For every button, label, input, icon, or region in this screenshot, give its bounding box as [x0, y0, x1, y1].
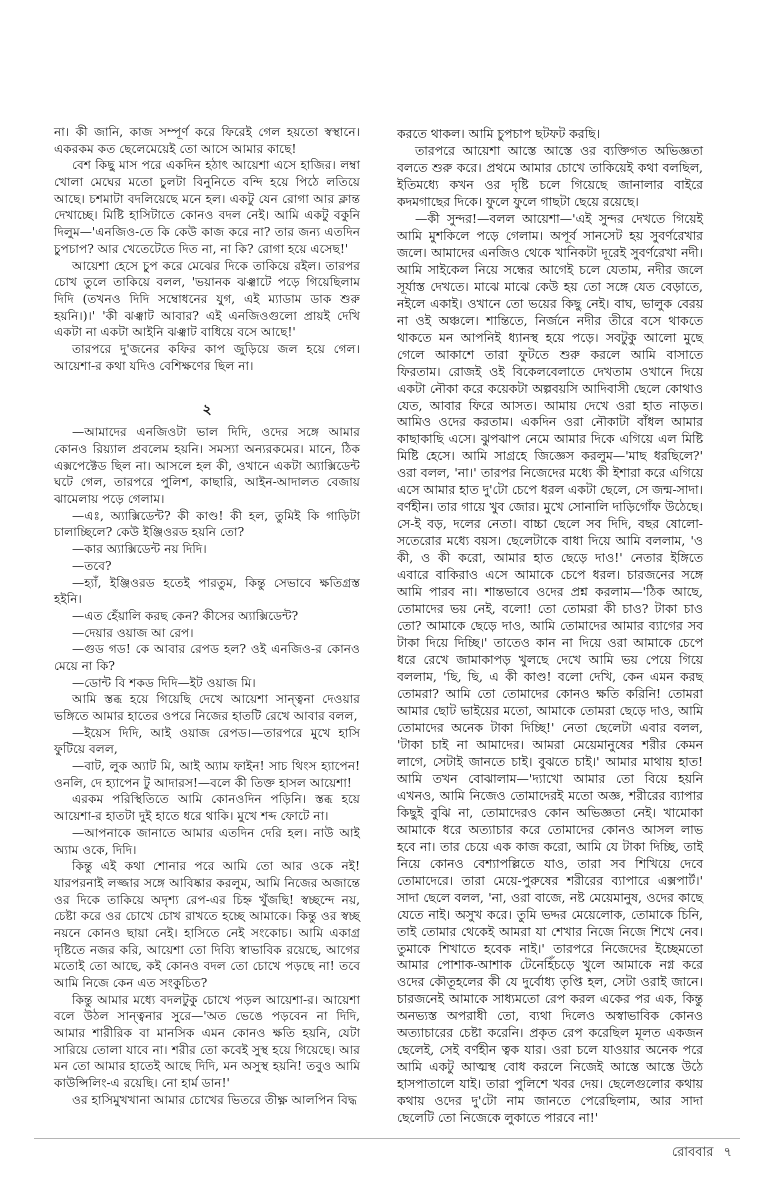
paragraph: বেশ কিছু মাস পরে একদিন হঠাৎ আয়েশা এসে হাজির। লম্বা খোলা মেঘের মতো চুলটা বিনুনিতে বন্দি হয়ে পিঠে লতিয়ে আছে। চশমাটা বদলিয়েছে মনে হল। একটু যেন রোগা আর ক্লান্ত দেখাচ্ছে। মিষ্টি হাসিটাতে কোনও বদল নেই। আমি একটু বকুনি দিলুম—'এনজিও-তে কি কেউ কাজ করে না? তার জন্য এতদিন চুপচাপ? আর খেতেটেতে দিত না, না কি? রোগা হয়ে এসেছ!' [54, 158, 360, 256]
paragraph: করতে থাকল। আমি চুপচাপ ছটফট করছি। [397, 126, 601, 141]
left-column [54, 124, 360, 1109]
paragraph: —ইয়েস দিদি, আই ওয়াজ রেপড।—তারপরে মুখে হাসি ফুটিয়ে বলল, [54, 725, 360, 757]
paragraph: এরকম পরিস্থিতিতে আমি কোনওদিন পড়িনি। স্তব্ধ হয়ে আয়েশা-র হাতটা দুই হাতে ধরে থাকি। মুখে শব্দ ফোটে না। [54, 792, 360, 824]
paragraph: —এঃ, অ্যাক্সিডেন্ট? কী কাণ্ড! কী হল, তুমিই কি গাড়িটা চালাচ্ছিলে? কেউ ইঞ্জিওরড হয়নি তো? [54, 508, 360, 540]
paragraph: কিন্তু এই কথা শোনার পরে আমি তো আর ওকে নই! যারপরনাই লজ্জার সঙ্গে আবিষ্কার করলুম, আমি নিজের অজান্তে ওর দিকে তাকিয়ে অদৃশ্য রেপ-এর চিহ্ন খুঁজছি! স্বচ্ছন্দে নয়, চেষ্টা করে ওর চোখে চোখ রাখতে হচ্ছে আমাকে। কিন্তু ওর স্বচ্ছ নয়নে কোনও ছায়া নেই। হাসিতে নেই সংকোচ। আমি একাগ্র দৃষ্টিতে নজর করি, আয়েশা তো দিব্যি স্বাভাবিক রয়েছে, আগের মতোই তো আছে, কই কোনও বদল তো চোখে পড়ছে না! তবে আমি নিজে কেন এত সংকুচিত? [54, 859, 360, 990]
paragraph: —বাট, লুক অ্যাট মি, আই অ্যাম ফাইন! সাচ থিংস হ্যাপেন! ওনলি, দে হ্যাপেন টু আদারস!—বলে কী তিক্ত হাসল আয়েশা! [54, 759, 360, 790]
paragraph: —গুড গড! কে আবার রেপড হল? ওই এনজিও-র কোনও মেয়ে না কি? [54, 642, 360, 673]
paragraph: —এত হেঁয়ালি করছ কেন? কীসের অ্যাক্সিডেন্ট? [72, 608, 299, 623]
paragraph: ওর হাসিমুখখানা আমার চোখের ভিতরে তীক্ষ্ণ আলপিন বিদ্ধ [72, 1092, 357, 1107]
paragraph: —আমাদের এনজিওটা ভাল দিদি, ওদের সঙ্গে আমার কোনও রিয়্যাল প্রবলেম হয়নি। সমস্যা অন্যরকমের। মানে, ঠিক এক্সপেক্টেড ছিল না। আসলে হল কী, ওখানে একটা অ্যাক্সিডেন্ট ঘটে গেল, তারপরে পুলিশ, কাছারি, আইন-আদালত বেজায় ঝামেলায় পড়ে গেলাম। [54, 425, 360, 507]
paragraph: তারপরে দু'জনের কফির কাপ জুড়িয়ে জল হয়ে গেল। আয়েশা-র কথা যদিও বেশিক্ষণের ছিল না। [54, 341, 360, 373]
paragraph: না। কী জানি, কাজ সম্পূর্ণ করে ফিরেই গেল হয়তো স্বস্থানে। একরকম কত ছেলেমেয়েই তো আসে আমার কাছে! [54, 125, 360, 156]
page-footer [666, 1144, 732, 1162]
paragraph: তারপরে আয়েশা আস্তে আস্তে ওর ব্যক্তিগত অভিজ্ঞতা বলতে শুরু করে। প্রথমে আমার চোখে তাকিয়েই কথা বলছিল, ইতিমধ্যে কখন ওর দৃষ্টি চলে গিয়েছে জানালার বাইরে কদমগাছের দিকে। ফুলে ফুলে গাছটা ছেয়ে রয়েছে। [397, 142, 703, 209]
paragraph: —কী সুন্দর!—বলল আয়েশা—'এই সুন্দর দেখতে গিয়েই আমি মুশকিলে পড়ে গেলাম। অপূর্ব সানসেট হয় সুবর্ণরেখার জলে। আমাদের এনজিও থেকে খানিকটা দূরেই সুবর্ণরেখা নদী। আমি সাইকেল নিয়ে সন্ধের আগেই চলে যেতাম, নদীর জলে সূর্যাস্ত দেখতে। মাঝে মাঝে কেউ হয় তো সঙ্গে যেত বেড়াতে, নইলে একাই। ওখানে তো ভয়ের কিছু নেই। বাঘ, ভালুক বেরয় না ওই অঞ্চলে। শান্তিতে, নির্জনে নদীর তীরে বসে থাকতে থাকতে মন আপনিই ধ্যানস্থ হয়ে পড়ে। সবটুকু আলো মুছে গেলে আকাশে তারা ফুটতে শুরু করলে আমি বাসাতে ফিরতাম। রোজই ওই বিকেলবেলাতে দেখতাম ওখানে দিয়ে একটা নৌকা করে কয়েকটা অল্পবয়সি আদিবাসী ছেলে কোথাও যেত, আবার ফিরে আসত। আমায় দেখে ওরা হাত নাড়ত। আমিও ওদের করতাম। একদিন ওরা নৌকাটা বাঁধল আমার কাছাকাছি এসে। ঝুপঝাপ নেমে আমার দিকে এগিয়ে এল মিষ্টি মিষ্টি হেসে। আমি সাগ্রহে জিজ্ঞেস করলুম—'মাছ ধরছিলে?' ওরা বলল, 'না।' তারপর নিজেদের মধ্যে কী ইশারা করে এগিয়ে এসে আমার হাত দু'টো চেপে ধরল একটা ছেলে, সে জন্ম-সাদা। বর্ণহীন। তার গায়ে খুব জোর। মুখে সোনালি দাড়িগোঁফ উঠেছে। সে-ই বড়, দলের নেতা। বাচ্চা ছেলে সব দিদি, বছর ষোলো-সতেরোর মধ্যে বয়স। ছেলেটাকে বাধা দিয়ে আমি বললাম, 'ও কী, ও কী করো, আমার হাত ছেড়ে দাও!' নেতার ইঙ্গিতে এবারে বাকিরাও এসে আমাকে চেপে ধরল। চারজনের সঙ্গে আমি পারব না। শান্তভাবে ওদের প্রশ্ন করলাম—'ঠিক আছে, তোমাদের ভয় নেই, বলো! তো তোমরা কী চাও? টাকা চাও তো? আমাকে ছেড়ে দাও, আমি তোমাদের আমার ব্যাগের সব টাকা দিয়ে দিচ্ছি।' তাতেও কান না দিয়ে ওরা আমাকে চেপে ধরে রেখে জামাকাপড় খুলছে দেখে আমি ভয় পেয়ে গিয়ে বললাম, 'ছি, ছি, এ কী কাণ্ড! বলো দেখি, কেন এমন করছ তোমরা? আমি তো তোমাদের কোনও ক্ষতি করিনি! তোমরা আমার ছোট ভাইয়ের মতো, আমাকে তোমরা ছেড়ে দাও, আমি তোমাদের অনেক টাকা দিচ্ছি!' নেতা ছেলেটা এবার বলল, 'টাকা চাই না আমাদের। আমরা মেয়েমানুষের শরীর কেমন লাগে, সেটাই জানতে চাই। বুঝতে চাই।' আমার মাথায় হাত! আমি তখন বোঝালাম—'দ্যাখো আমার তো বিয়ে হয়নি এখনও, আমি নিজেও তোমাদেরই মতো অজ্ঞ, শরীরের ব্যাপার কিছুই বুঝি না, তোমাদেরও কোন অভিজ্ঞতা নেই। খামোকা আমাকে ধরে অত্যাচার করে তোমাদের কোনও আসল লাভ হবে না। তার চেয়ে এক কাজ করো, আমি যে টাকা দিচ্ছি, তাই নিয়ে কোনও বেশ্যাপল্লিতে যাও, তারা সব শিখিয়ে দেবে তোমাদেরে। তারা মেয়ে-পুরুষের শরীরের ব্যাপারে এক্সপার্ট।' সাদা ছেলে বলল, 'না, ওরা বাজে, নষ্ট মেয়েমানুষ, ওদের কাছে যেতে নাই। অসুখ করে। তুমি ভদ্দর মেয়েলোক, তোমাকে চিনি, তাই তোমার থেকেই আমরা যা শেখার নিজে নিজে শিখে নেব। তুমাকে শিখাতে হবেক নাই।' তারপরে নিজেদের ইচ্ছেমতো আমার পোশাক-আশাক টেনেহিঁচড়ে খুলে আমাকে নগ্ন করে ওদের কৌতূহলের কী যে দুর্বোধ্য তৃপ্তি হল, সেটা ওরাই জানে। চারজনেই আমাকে সাধ্যমতো রেপ করল একের পর এক, কিন্তু অনভ্যস্ত অপরাধী তো, ব্যথা দিলেও অস্বাভাবিক কোনও অত্যাচারের চেষ্টা করেনি। প্রকৃত রেপ করেছিল মূলত একজন ছেলেই, সেই বর্ণহীন ত্বক যার। ওরা চলে যাওয়ার অনেক পরে আমি একটু আত্মস্থ বোধ করলে নিজেই আস্তে আস্তে উঠে হাসপাতালে যাই। তারা পুলিশে খবর দেয়। ছেলেগুলোর কথায় কথায় ওদের দু'টো নাম জানতে পেরেছিলাম, আর সাদা ছেলেটি তো নিজেকে লুকাতে পারবে না!' [397, 210, 703, 1126]
footer-divider [34, 1138, 740, 1139]
paragraph: কিন্তু আমার মধ্যে বদলটুকু চোখে পড়ল আয়েশা-র। আয়েশা বলে উঠল সান্ত্বনার সুরে—'অত ভেঙে পড়বেন না দিদি, আমার শারীরিক বা মানসিক এমন কোনও ক্ষতি হয়নি, যেটা সারিয়ে তোলা যাবে না। শরীর তো কবেই সুস্থ হয়ে গিয়েছে। আর মন তো আমার হাতেই আছে দিদি, মন অসুস্থ হয়নি! তবুও আমি কাউন্সিলিং-এ রয়েছি। নো হার্ম ডান!' [54, 992, 360, 1091]
paragraph: আমি স্তব্ধ হয়ে গিয়েছি দেখে আয়েশা সান্ত্বনা দেওয়ার ভঙ্গিতে আমার হাতের ওপরে নিজের হাতটি রেখে আবার বলল, [54, 692, 360, 723]
paragraph: —কার অ্যাক্সিডেন্ট নয় দিদি। [72, 542, 207, 557]
paragraph: —তবে? [72, 558, 112, 573]
page-number: ৭ [723, 1145, 732, 1160]
section-number: ২ [202, 402, 212, 419]
paragraph: আয়েশা হেসে চুপ করে মেঝের দিকে তাকিয়ে রইল। তারপর চোখ তুলে তাকিয়ে বলল, 'ভয়ানক ঝঞ্ঝাটে পড়ে গিয়েছিলাম দিদি (তখনও দিদি সম্বোধনের যুগ, এই ম্যাডাম ডাক শুরু হয়নি।)।' 'কী ঝঞ্ঝাট আবার? এই এনজিওগুলো প্রায়ই দেখি একটা না একটা আইনি ঝঞ্ঝাট বাধিয়ে বসে আছে!' [54, 258, 360, 340]
paragraph: —আপনাকে জানাতে আমার এতদিন দেরি হল। নাউ আই অ্যাম ওকে, দিদি। [54, 825, 360, 857]
paragraph: —হ্যাঁ, ইঞ্জিওরড হতেই পারতুম, কিন্তু সেভাবে ক্ষতিগ্রস্ত হইনি। [54, 575, 360, 607]
paragraph: —ডোন্ট বি শকড দিদি—ইট ওয়াজ মি। [72, 675, 256, 690]
right-column [397, 126, 703, 1127]
magazine-name: রোববার [671, 1145, 714, 1160]
paragraph: —দেয়ার ওয়াজ আ রেপ। [72, 625, 194, 640]
